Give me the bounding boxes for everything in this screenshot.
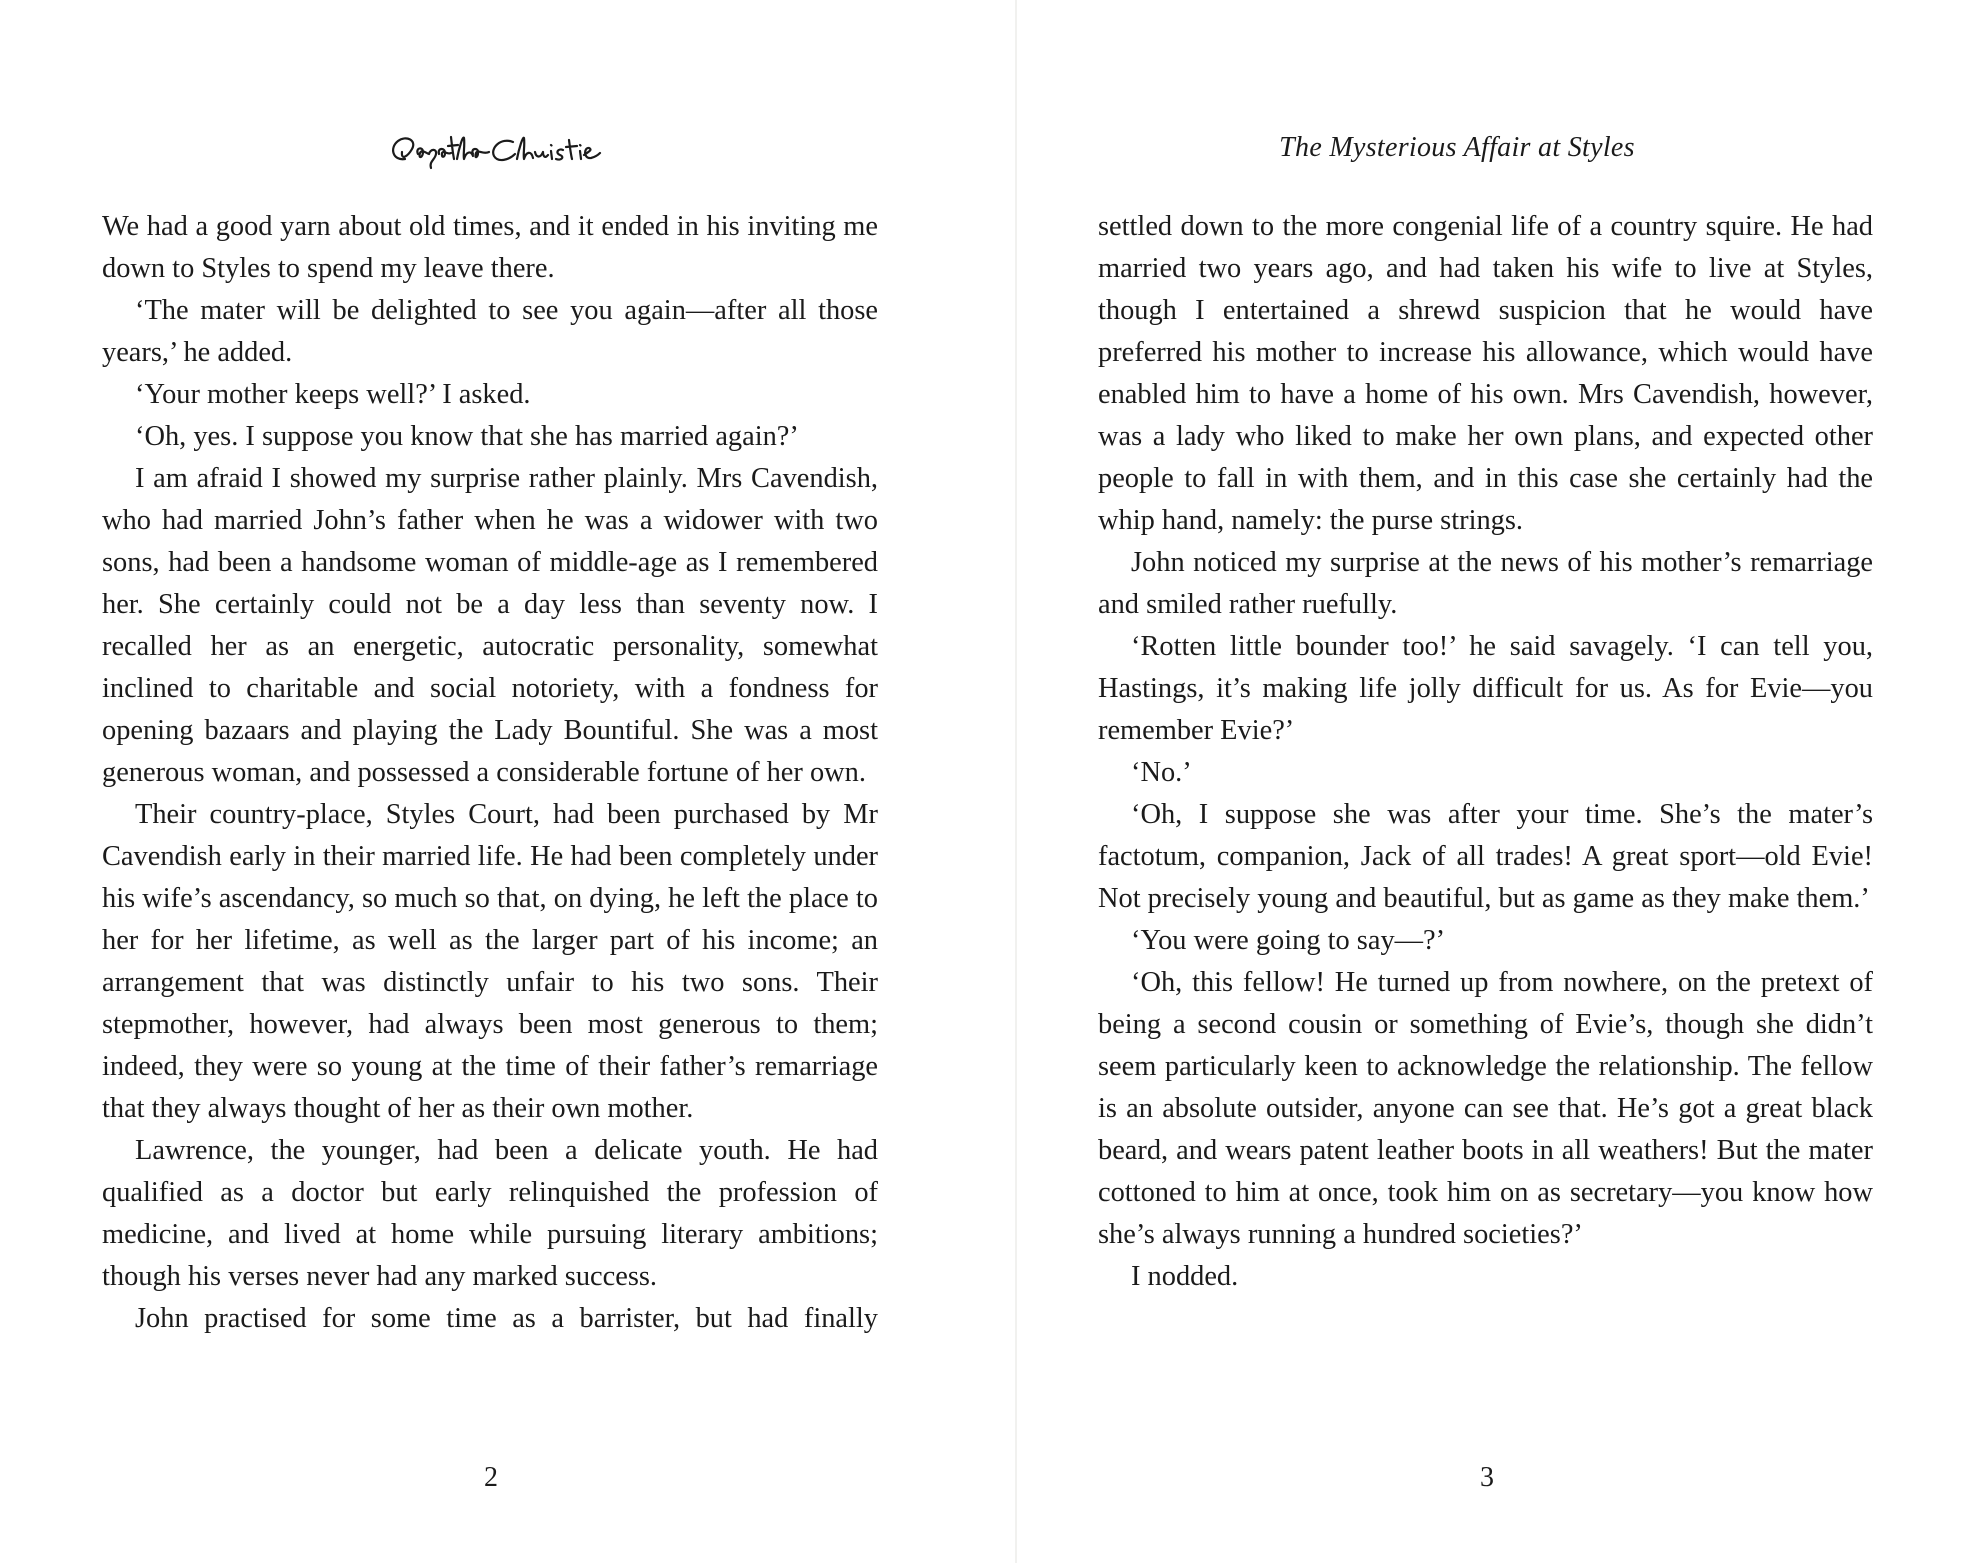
paragraph: ‘Your mother keeps well?’ I asked. <box>135 379 531 410</box>
author-signature-running-head <box>385 128 605 172</box>
paragraph: ‘Oh, I suppose she was after your time. She’s the mater’s factotum, companion, Jack of all trades! A great sport—old Evie! Not precisely young and beautiful, but as game as they make them.’ <box>1098 799 1873 914</box>
paragraph: We had a good yarn about old times, and it ended in his inviting me down to Styles to spend my leave there. <box>102 211 878 284</box>
book-title-running-head: The Mysterious Affair at Styles <box>1279 132 1635 163</box>
paragraph: ‘Rotten little bounder too!’ he said savagely. ‘I can tell you, Hastings, it’s making life jolly difficult for us. As for Evie—you remember Evie?’ <box>1098 631 1873 746</box>
paragraph: ‘Oh, yes. I suppose you know that she has married again?’ <box>135 421 799 452</box>
paragraph: Their country-place, Styles Court, had been purchased by Mr Cavendish early in their married life. He had been completely under his wife’s ascendancy, so much so that, on dying, he left the place to her for her lifetime, as well as the larger part of his income; an arrangement that was distinctly unfair to his two sons. Their stepmother, however, had always been most generous to them; indeed, they were so young at the time of their father’s remarriage that they always thought of her as their own mother. <box>102 799 878 1124</box>
paragraph: John noticed my surprise at the news of his mother’s remarriage and smiled rather ruefully. <box>1098 547 1873 620</box>
paragraph: ‘The mater will be delighted to see you again—after all those years,’ he added. <box>102 295 878 368</box>
page-number: 2 <box>484 1462 498 1493</box>
paragraph: Lawrence, the younger, had been a delicate youth. He had qualified as a doctor but early relinquished the profession of medicine, and lived at home while pursuing literary ambitions; though his verses never had any marked success. <box>102 1135 878 1292</box>
paragraph: ‘Oh, this fellow! He turned up from nowhere, on the pretext of being a second cousin or something of Evie’s, though she didn’t seem particularly keen to acknowledge the relationship. The fellow is an absolute outsider, anyone can see that. He’s got a great black beard, and wears patent leather boots in all weathers! But the mater cottoned to him at once, took him on as secretary—you know how she’s always running a hundred societies?’ <box>1098 967 1873 1250</box>
paragraph: I am afraid I showed my surprise rather plainly. Mrs Cavendish, who had married John’s father when he was a widower with two sons, had been a handsome woman of middle-age as I remembered her. She certainly could not be a day less than seventy now. I recalled her as an energetic, autocratic personality, somewhat inclined to charitable and social notoriety, with a fondness for opening bazaars and playing the Lady Bountiful. She was a most generous woman, and possessed a considerable fortune of her own. <box>102 463 878 788</box>
right-page <box>1017 0 1974 1563</box>
paragraph: I nodded. <box>1131 1261 1239 1292</box>
right-page-body <box>1098 206 1873 1298</box>
author-signature <box>385 128 605 172</box>
page-number: 3 <box>1480 1462 1494 1493</box>
paragraph: ‘No.’ <box>1131 757 1192 788</box>
left-page-body <box>102 206 878 1340</box>
paragraph: ‘You were going to say—?’ <box>1131 925 1446 956</box>
paragraph: settled down to the more congenial life of a country squire. He had married two years ago, and had taken his wife to live at Styles, though I entertained a shrewd suspicion that he would have preferred his mother to increase his allowance, which would have enabled him to have a home of his own. Mrs Cavendish, however, was a lady who liked to make her own plans, and expected other people to fall in with them, and in this case she certainly had the whip hand, namely: the purse strings. <box>1098 211 1873 536</box>
paragraph: John practised for some time as a barrister, but had finally <box>135 1303 878 1334</box>
